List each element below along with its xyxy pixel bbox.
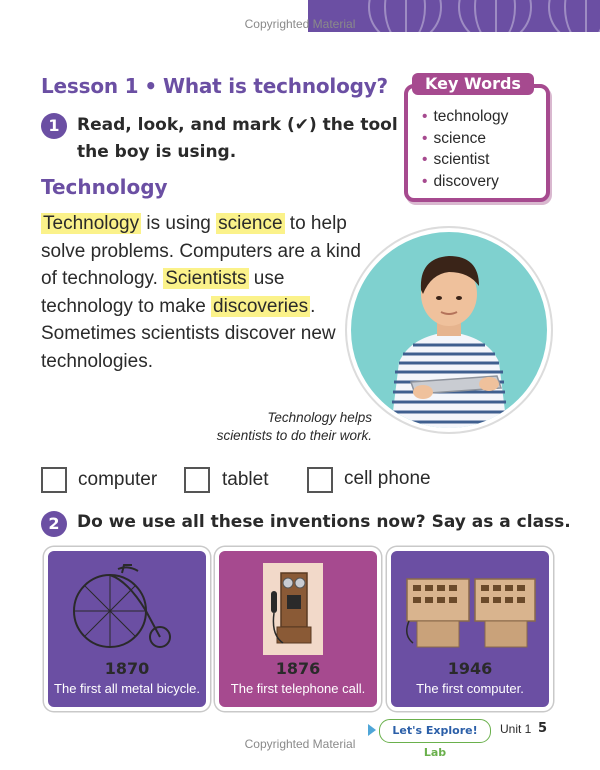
computer-description: The first computer. bbox=[416, 681, 524, 696]
footer-arrow-icon bbox=[368, 724, 376, 736]
activity-1-instruction bbox=[77, 112, 398, 166]
activity-2-instruction: Do we use all these inventions now? Say as a class. bbox=[77, 512, 571, 532]
section-heading: Technology bbox=[41, 175, 168, 199]
highlight-science: science bbox=[218, 213, 283, 234]
page-number: 5 bbox=[538, 721, 548, 736]
key-word-item: • technology bbox=[422, 108, 509, 125]
telephone-card bbox=[215, 547, 381, 711]
lets-explore-lab-logo: Let's Explore! Lab bbox=[379, 719, 491, 743]
bicycle-card bbox=[44, 547, 210, 711]
telephone-year: 1876 bbox=[275, 659, 321, 678]
activity-1-line1: Read, look, and mark (✔) the tool bbox=[77, 115, 398, 135]
activity-2-badge: 2 bbox=[41, 511, 67, 537]
caption-line1: Technology helps bbox=[267, 410, 372, 425]
key-words-list bbox=[422, 106, 508, 192]
computer-checkbox[interactable] bbox=[41, 467, 67, 493]
boy-with-tablet-photo bbox=[347, 228, 551, 432]
unit-label: Unit 1 bbox=[500, 722, 532, 736]
photo-caption bbox=[217, 409, 372, 445]
computer-year: 1946 bbox=[447, 659, 493, 678]
cell-phone-label: cell phone bbox=[344, 468, 431, 489]
eniac-computer-icon bbox=[391, 551, 549, 659]
tablet-label: tablet bbox=[222, 469, 269, 490]
activity-1-line2: the boy is using. bbox=[77, 142, 237, 162]
computer-card bbox=[387, 547, 553, 711]
activity-1-badge: 1 bbox=[41, 113, 67, 139]
key-word-item: • science bbox=[422, 129, 486, 147]
boy-illustration bbox=[351, 232, 547, 428]
penny-farthing-icon bbox=[48, 551, 206, 659]
key-words-box bbox=[404, 84, 550, 202]
lesson-title bbox=[41, 74, 388, 98]
key-word-item: • discovery bbox=[422, 172, 499, 190]
key-word-item: • scientist bbox=[422, 151, 490, 168]
watermark-top: Copyrighted Material bbox=[244, 17, 356, 31]
technology-paragraph: Technology is using science to help solve problems. Computers are a kind of technology. Scientists use technology to make discoveries . Sometimes scientists discover new technologies. bbox=[41, 213, 361, 372]
bicycle-description: The first all metal bicycle. bbox=[54, 681, 200, 696]
bicycle-year: 1870 bbox=[104, 659, 150, 678]
computer-label: computer bbox=[78, 469, 158, 490]
lesson-label: Lesson 1 bbox=[41, 74, 139, 98]
caption-line2: scientists to do their work. bbox=[216, 428, 372, 443]
highlight-scientists: Scientists bbox=[165, 268, 247, 289]
lesson-question: What is technology? bbox=[162, 74, 388, 98]
highlight-technology: Technology bbox=[43, 213, 140, 234]
lesson-separator: • bbox=[144, 74, 157, 98]
watermark-bottom: Copyrighted Material bbox=[244, 737, 356, 751]
highlight-discoveries: discoveries bbox=[213, 295, 309, 317]
key-words-title: Key Words bbox=[412, 73, 534, 95]
cell-phone-checkbox[interactable] bbox=[307, 467, 333, 493]
antique-telephone-icon bbox=[219, 551, 377, 659]
telephone-description: The first telephone call. bbox=[230, 681, 366, 696]
tablet-checkbox[interactable] bbox=[184, 467, 210, 493]
